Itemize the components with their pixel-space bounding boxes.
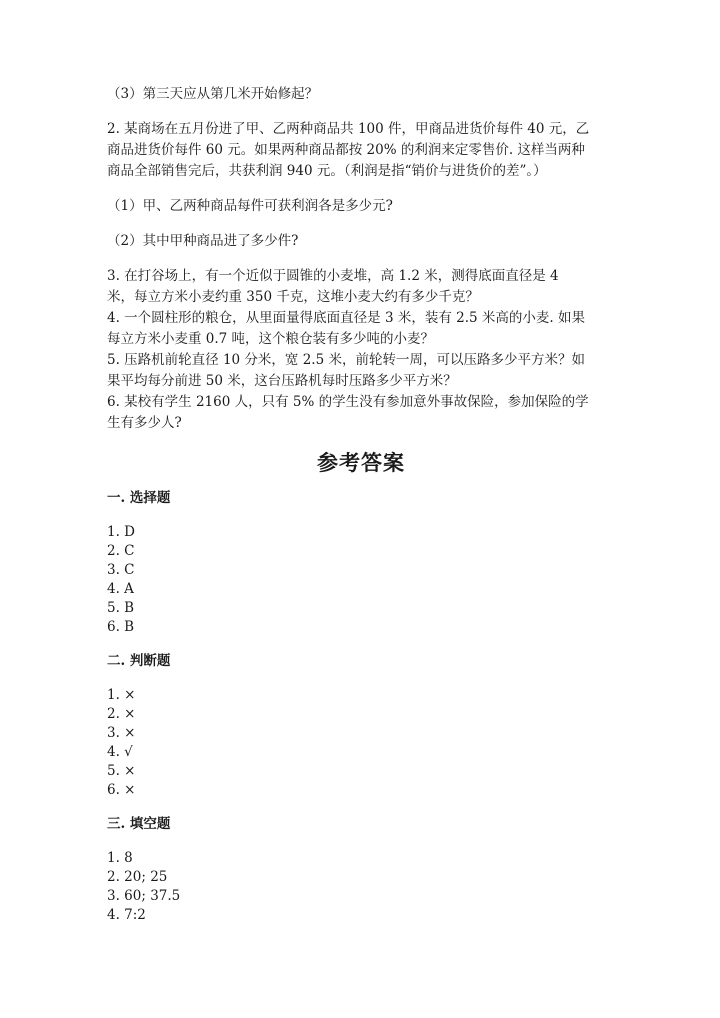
q6-line: 生有多少人? (107, 415, 182, 431)
answer-item: 2. × (107, 706, 136, 722)
q1-sub3: （3）第三天应从第几米开始修起？ (107, 86, 319, 102)
q3-line: 3. 在打谷场上，有一个近似于圆锥的小麦堆，高 1.2 米，测得底面直径是 4 (107, 268, 559, 284)
answers-section-judge (107, 651, 615, 800)
answers-title: 参考答案 (317, 450, 405, 475)
answer-item: 3. C (107, 562, 135, 578)
q2-line: 2. 某商场在五月份进了甲、乙两种商品共 100 件，甲商品进货价每件 40 元，乙 (107, 121, 590, 137)
q4-line: 每立方米小麦重 0.7 吨，这个粮仓装有多少吨的小麦？ (107, 331, 435, 347)
answer-item: 5. B (107, 600, 135, 616)
answer-item: 3. 60; 37.5 (107, 888, 181, 904)
answer-item: 2. 20; 25 (107, 869, 168, 885)
answer-item: 6. × (107, 782, 136, 798)
q5-line: 5. 压路机前轮直径 10 分米，宽 2.5 米，前轮转一周，可以压路多少平方米？如 (107, 352, 585, 368)
answers-section-choice (107, 488, 615, 637)
answer-item: 4. A (107, 581, 134, 597)
question-2 (107, 119, 615, 182)
answer-item: 1. D (107, 524, 135, 540)
section-heading: 三. 填空题 (107, 816, 171, 832)
question-3 (107, 266, 615, 308)
q2-sub2: （2）其中甲种商品进了多少件? (107, 233, 299, 249)
answer-item: 2. C (107, 543, 135, 559)
answer-item: 4. 7:2 (107, 907, 146, 923)
question-4 (107, 308, 615, 350)
q5-line: 果平均每分前进 50 米，这台压路机每时压路多少平方米？ (107, 373, 457, 389)
q4-line: 4. 一个圆柱形的粮仓，从里面量得底面直径是 3 米，装有 2.5 米高的小麦. 如果 (107, 310, 585, 326)
q2-line: 商品全部销售完后，共获利润 940 元。（利润是指“销价与进货价的差”。） (107, 163, 547, 179)
document-page (107, 84, 615, 925)
q6-line: 6. 某校有学生 2160 人，只有 5% 的学生没有参加意外事故保险，参加保险的学 (107, 394, 589, 410)
section-heading: 二. 判断题 (107, 653, 171, 669)
question-6 (107, 392, 615, 434)
q3-line: 米，每立方米小麦约重 350 千克，这堆小麦大约有多少千克？ (107, 289, 479, 305)
answer-item: 3. × (107, 725, 136, 741)
answer-item: 5. × (107, 763, 136, 779)
answer-item: 1. × (107, 687, 136, 703)
q2-sub1: （1）甲、乙两种商品每件可获利润各是多少元? (107, 198, 393, 214)
question-5 (107, 350, 615, 392)
answer-item: 6. B (107, 619, 135, 635)
answer-item: 4. √ (107, 744, 133, 760)
section-heading: 一. 选择题 (107, 490, 171, 506)
answers-section-fill (107, 814, 615, 925)
q2-line: 商品进货价每件 60 元。如果两种商品都按 20% 的利润来定零售价. 这样当两种 (107, 142, 585, 158)
answer-item: 1. 8 (107, 850, 133, 866)
